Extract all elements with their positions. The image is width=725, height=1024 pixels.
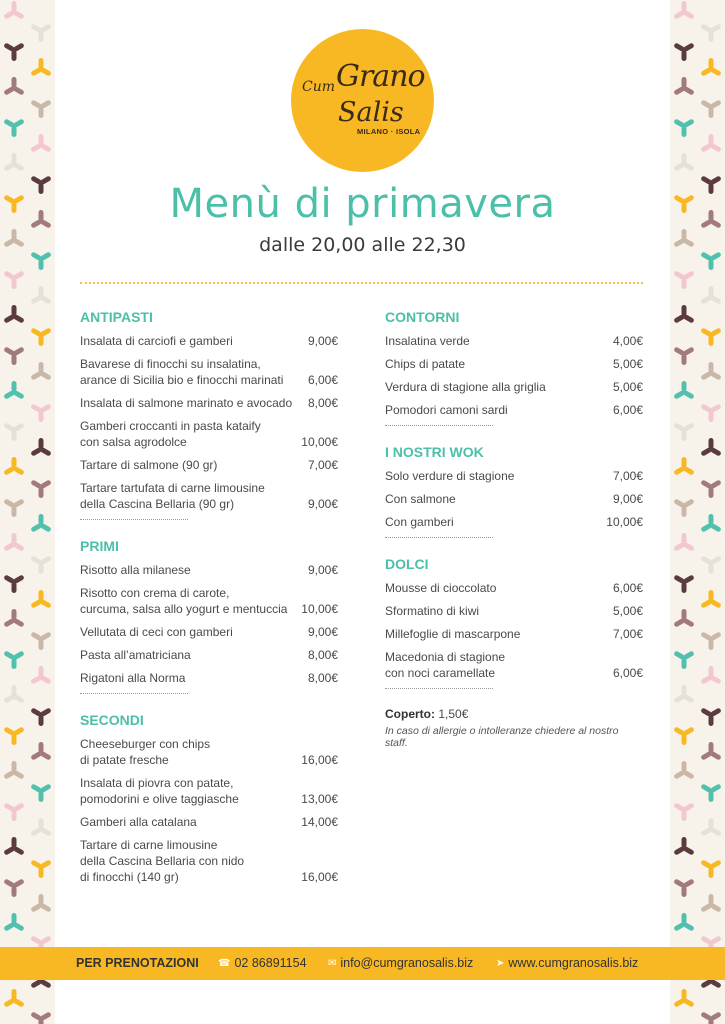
menu-item — [80, 457, 338, 473]
menu-item-name: Cheeseburger con chips di patate fresche — [80, 737, 211, 767]
pattern-mark — [673, 685, 695, 704]
pattern-mark — [700, 479, 722, 498]
pattern-mark — [700, 859, 722, 878]
menu-item-name: Bavarese di finocchi su insalatina, arance di Sicilia bio e finocchi marinati — [80, 357, 284, 387]
menu-item-price: 9,00€ — [612, 492, 643, 506]
section-separator — [385, 425, 493, 426]
menu-item-price: 7,00€ — [612, 469, 643, 483]
menu-item — [80, 837, 338, 885]
footer-web[interactable] — [496, 956, 638, 970]
menu-item-name: Sformatino di kiwi — [385, 604, 480, 618]
menu-item — [385, 580, 643, 596]
pattern-mark — [3, 650, 25, 669]
menu-item-name: Tartare di carne limousine della Cascina Bellaria con nido di finocchi (140 gr) — [80, 838, 245, 884]
pattern-mark — [3, 381, 25, 400]
pattern-mark — [3, 422, 25, 441]
menu-item-name: Con salmone — [385, 492, 456, 506]
logo-cum: Cum — [302, 79, 336, 95]
menu-item-price: 9,00€ — [307, 497, 338, 511]
pattern-mark — [3, 802, 25, 821]
menu-item-name: Insalata di piovra con patate, pomodorini e olive taggiasche — [80, 776, 239, 806]
menu-item-name: Insalata di carciofi e gamberi — [80, 334, 233, 348]
pattern-mark — [3, 574, 25, 593]
left-column — [80, 309, 338, 892]
pattern-mark — [30, 327, 52, 346]
pattern-mark — [3, 913, 25, 932]
menu-item — [80, 333, 338, 349]
menu-item-name: Mousse di cioccolato — [385, 581, 497, 595]
pattern-mark — [700, 1011, 722, 1024]
logo-salis: Salis — [338, 97, 404, 128]
pattern-mark — [30, 859, 52, 878]
menu-item-name: Solo verdure di stagione — [385, 469, 515, 483]
pattern-mark — [673, 422, 695, 441]
pattern-mark — [673, 457, 695, 476]
pattern-mark — [700, 707, 722, 726]
pattern-mark — [673, 1, 695, 20]
menu-item-price: 13,00€ — [301, 792, 338, 806]
pattern-mark — [30, 707, 52, 726]
pattern-mark — [30, 210, 52, 229]
phone-icon: ☎ — [218, 957, 231, 969]
menu-item-price: 10,00€ — [606, 515, 643, 529]
menu-item-price: 6,00€ — [307, 373, 338, 387]
pattern-mark — [700, 514, 722, 533]
pattern-mark — [3, 305, 25, 324]
pattern-mark — [673, 802, 695, 821]
pattern-mark — [3, 498, 25, 517]
pattern-mark — [700, 286, 722, 305]
section-title: I NOSTRI WOK — [385, 444, 484, 460]
pattern-mark — [30, 555, 52, 574]
logo-city: MILANO · ISOLA — [357, 127, 421, 136]
menu-item-price: 10,00€ — [301, 602, 338, 616]
menu-item — [80, 585, 338, 617]
menu-item — [80, 736, 338, 768]
pattern-mark — [673, 609, 695, 628]
pattern-mark — [30, 362, 52, 381]
pattern-mark — [3, 685, 25, 704]
pattern-mark — [30, 99, 52, 118]
pattern-mark — [3, 229, 25, 248]
menu-item-name: Gamberi croccanti in pasta kataify con salsa agrodolce — [80, 419, 261, 449]
footer-bar — [0, 947, 725, 980]
pattern-mark — [700, 327, 722, 346]
menu-item — [80, 562, 338, 578]
pattern-mark — [3, 42, 25, 61]
menu-item — [80, 418, 338, 450]
menu-item — [80, 356, 338, 388]
pattern-mark — [673, 726, 695, 745]
pattern-mark — [700, 590, 722, 609]
right-sections — [385, 309, 643, 689]
pattern-mark — [3, 270, 25, 289]
pattern-mark — [3, 837, 25, 856]
section-title: ANTIPASTI — [80, 309, 153, 325]
menu-item — [385, 379, 643, 395]
pattern-svg — [0, 0, 55, 1024]
pattern-mark — [673, 229, 695, 248]
pattern-mark — [700, 818, 722, 837]
menu-item — [385, 468, 643, 484]
menu-item-price: 9,00€ — [307, 625, 338, 639]
menu-item-price: 14,00€ — [301, 815, 338, 829]
pattern-mark — [30, 666, 52, 685]
menu-item-name: Millefoglie di mascarpone — [385, 627, 521, 641]
menu-item — [385, 333, 643, 349]
menu-item-price: 6,00€ — [612, 403, 643, 417]
menu-item-name: Tartare di salmone (90 gr) — [80, 458, 218, 472]
pattern-mark — [30, 134, 52, 153]
menu-item-price: 5,00€ — [612, 604, 643, 618]
menu-item-price: 6,00€ — [612, 581, 643, 595]
menu-item-price: 9,00€ — [307, 334, 338, 348]
menu-item-name: Insalatina verde — [385, 334, 470, 348]
pattern-mark — [3, 346, 25, 365]
menu-item — [80, 670, 338, 686]
menu-item — [385, 626, 643, 642]
pattern-mark — [30, 251, 52, 270]
section-title: CONTORNI — [385, 309, 460, 325]
pattern-mark — [700, 362, 722, 381]
coperto-label: Coperto: — [385, 707, 435, 721]
right-column — [385, 309, 643, 749]
cursor-icon: ➤ — [496, 957, 505, 969]
section-title: SECONDI — [80, 712, 144, 728]
pattern-mark — [673, 650, 695, 669]
menu-item-price: 8,00€ — [307, 671, 338, 685]
logo-grano: Grano — [336, 59, 425, 94]
footer-email-text: info@cumgranosalis.biz — [340, 956, 474, 970]
mail-icon: ✉ — [328, 957, 337, 969]
pattern-mark — [30, 1011, 52, 1024]
pattern-mark — [3, 609, 25, 628]
menu-item — [80, 775, 338, 807]
pattern-mark — [3, 77, 25, 96]
coperto — [385, 707, 643, 721]
menu-item — [385, 356, 643, 372]
pattern-mark — [673, 878, 695, 897]
pattern-mark — [700, 742, 722, 761]
section-title: PRIMI — [80, 538, 119, 554]
pattern-mark — [30, 58, 52, 77]
pattern-mark — [30, 818, 52, 837]
pattern-mark — [3, 153, 25, 172]
pattern-mark — [673, 533, 695, 552]
menu-item — [80, 395, 338, 411]
pattern-mark — [700, 58, 722, 77]
menu-item-name: Verdura di stagione alla griglia — [385, 380, 546, 394]
pattern-mark — [673, 270, 695, 289]
menu-item-price: 4,00€ — [612, 334, 643, 348]
menu-item — [385, 603, 643, 619]
pattern-mark — [700, 438, 722, 457]
menu-item-name: Macedonia di stagione con noci caramellate — [385, 650, 506, 680]
pattern-mark — [673, 913, 695, 932]
pattern-mark — [673, 153, 695, 172]
pattern-mark — [30, 894, 52, 913]
menu-item — [80, 624, 338, 640]
menu-item-price: 7,00€ — [612, 627, 643, 641]
pattern-mark — [3, 457, 25, 476]
pattern-mark — [3, 761, 25, 780]
menu-item — [385, 514, 643, 530]
pattern-mark — [3, 878, 25, 897]
menu-item-price: 16,00€ — [301, 870, 338, 884]
menu-item-name: Insalata di salmone marinato e avocado — [80, 396, 293, 410]
pattern-mark — [673, 574, 695, 593]
menu-item-price: 10,00€ — [301, 435, 338, 449]
pattern-mark — [673, 989, 695, 1008]
pattern-mark — [673, 305, 695, 324]
menu-item-name: Risotto alla milanese — [80, 563, 191, 577]
pattern-mark — [30, 175, 52, 194]
footer-phone[interactable] — [218, 956, 307, 970]
pattern-mark — [3, 989, 25, 1008]
pattern-mark — [3, 533, 25, 552]
footer-web-text: www.cumgranosalis.biz — [508, 956, 639, 970]
menu-item-name: Chips di patate — [385, 357, 466, 371]
pattern-mark — [3, 194, 25, 213]
footer-phone-text: 02 86891154 — [234, 956, 307, 970]
menu-item — [385, 649, 643, 681]
pattern-mark — [700, 666, 722, 685]
menu-item — [385, 491, 643, 507]
section-title: DOLCI — [385, 556, 429, 572]
section-separator — [385, 688, 493, 689]
pattern-mark — [3, 118, 25, 137]
pattern-mark — [30, 286, 52, 305]
menu-title: Menù di primavera — [169, 181, 556, 227]
menu-item-name: Tartare tartufata di carne limousine della Cascina Bellaria (90 gr) — [80, 481, 265, 511]
menu-item-price: 16,00€ — [301, 753, 338, 767]
pattern-mark — [30, 742, 52, 761]
pattern-mark — [673, 346, 695, 365]
logo — [291, 29, 434, 172]
pattern-mark — [673, 42, 695, 61]
menu-item-name: Con gamberi — [385, 515, 454, 529]
menu-item — [80, 814, 338, 830]
pattern-mark — [700, 894, 722, 913]
menu-item-price: 8,00€ — [307, 648, 338, 662]
menu-item — [80, 480, 338, 512]
pattern-mark — [700, 134, 722, 153]
pattern-mark — [30, 783, 52, 802]
menu-item-name: Pasta all’amatriciana — [80, 648, 191, 662]
menu-item — [385, 402, 643, 418]
pattern-mark — [673, 77, 695, 96]
pattern-mark — [700, 783, 722, 802]
footer-email[interactable] — [328, 956, 473, 970]
decorative-border-left — [0, 0, 55, 1024]
pattern-mark — [30, 23, 52, 42]
pattern-mark — [30, 438, 52, 457]
menu-item-name: Pomodori camoni sardi — [385, 403, 508, 417]
pattern-mark — [30, 403, 52, 422]
pattern-mark — [700, 23, 722, 42]
menu-item-name: Rigatoni alla Norma — [80, 671, 186, 685]
pattern-mark — [30, 631, 52, 650]
pattern-mark — [700, 175, 722, 194]
coperto-value: 1,50€ — [438, 707, 469, 721]
header-divider — [80, 282, 643, 284]
pattern-mark — [30, 590, 52, 609]
menu-item-price: 9,00€ — [307, 563, 338, 577]
menu-item-price: 5,00€ — [612, 357, 643, 371]
pattern-mark — [700, 631, 722, 650]
section-separator — [80, 693, 188, 694]
pattern-mark — [3, 1, 25, 20]
pattern-mark — [700, 555, 722, 574]
pattern-mark — [673, 381, 695, 400]
menu-item — [80, 647, 338, 663]
menu-subtitle: dalle 20,00 alle 22,30 — [259, 234, 466, 256]
pattern-mark — [30, 479, 52, 498]
pattern-svg — [670, 0, 725, 1024]
menu-item-price: 7,00€ — [307, 458, 338, 472]
section-separator — [80, 519, 188, 520]
pattern-mark — [673, 837, 695, 856]
pattern-mark — [700, 99, 722, 118]
pattern-mark — [700, 210, 722, 229]
menu-item-price: 5,00€ — [612, 380, 643, 394]
menu-item-name: Vellutata di ceci con gamberi — [80, 625, 233, 639]
footer-label: PER PRENOTAZIONI — [76, 956, 199, 970]
allergy-note: In caso di allergie o intolleranze chiedere al nostro staff. — [385, 725, 619, 749]
section-separator — [385, 537, 493, 538]
pattern-mark — [30, 514, 52, 533]
pattern-mark — [700, 403, 722, 422]
menu-item-name: Risotto con crema di carote, curcuma, salsa allo yogurt e mentuccia — [80, 586, 288, 616]
pattern-mark — [673, 118, 695, 137]
menu-item-name: Gamberi alla catalana — [80, 815, 197, 829]
pattern-mark — [700, 251, 722, 270]
menu-item-price: 8,00€ — [307, 396, 338, 410]
menu-item-price: 6,00€ — [612, 666, 643, 680]
pattern-mark — [673, 498, 695, 517]
pattern-mark — [673, 761, 695, 780]
pattern-mark — [3, 726, 25, 745]
decorative-border-right — [670, 0, 725, 1024]
pattern-mark — [673, 194, 695, 213]
